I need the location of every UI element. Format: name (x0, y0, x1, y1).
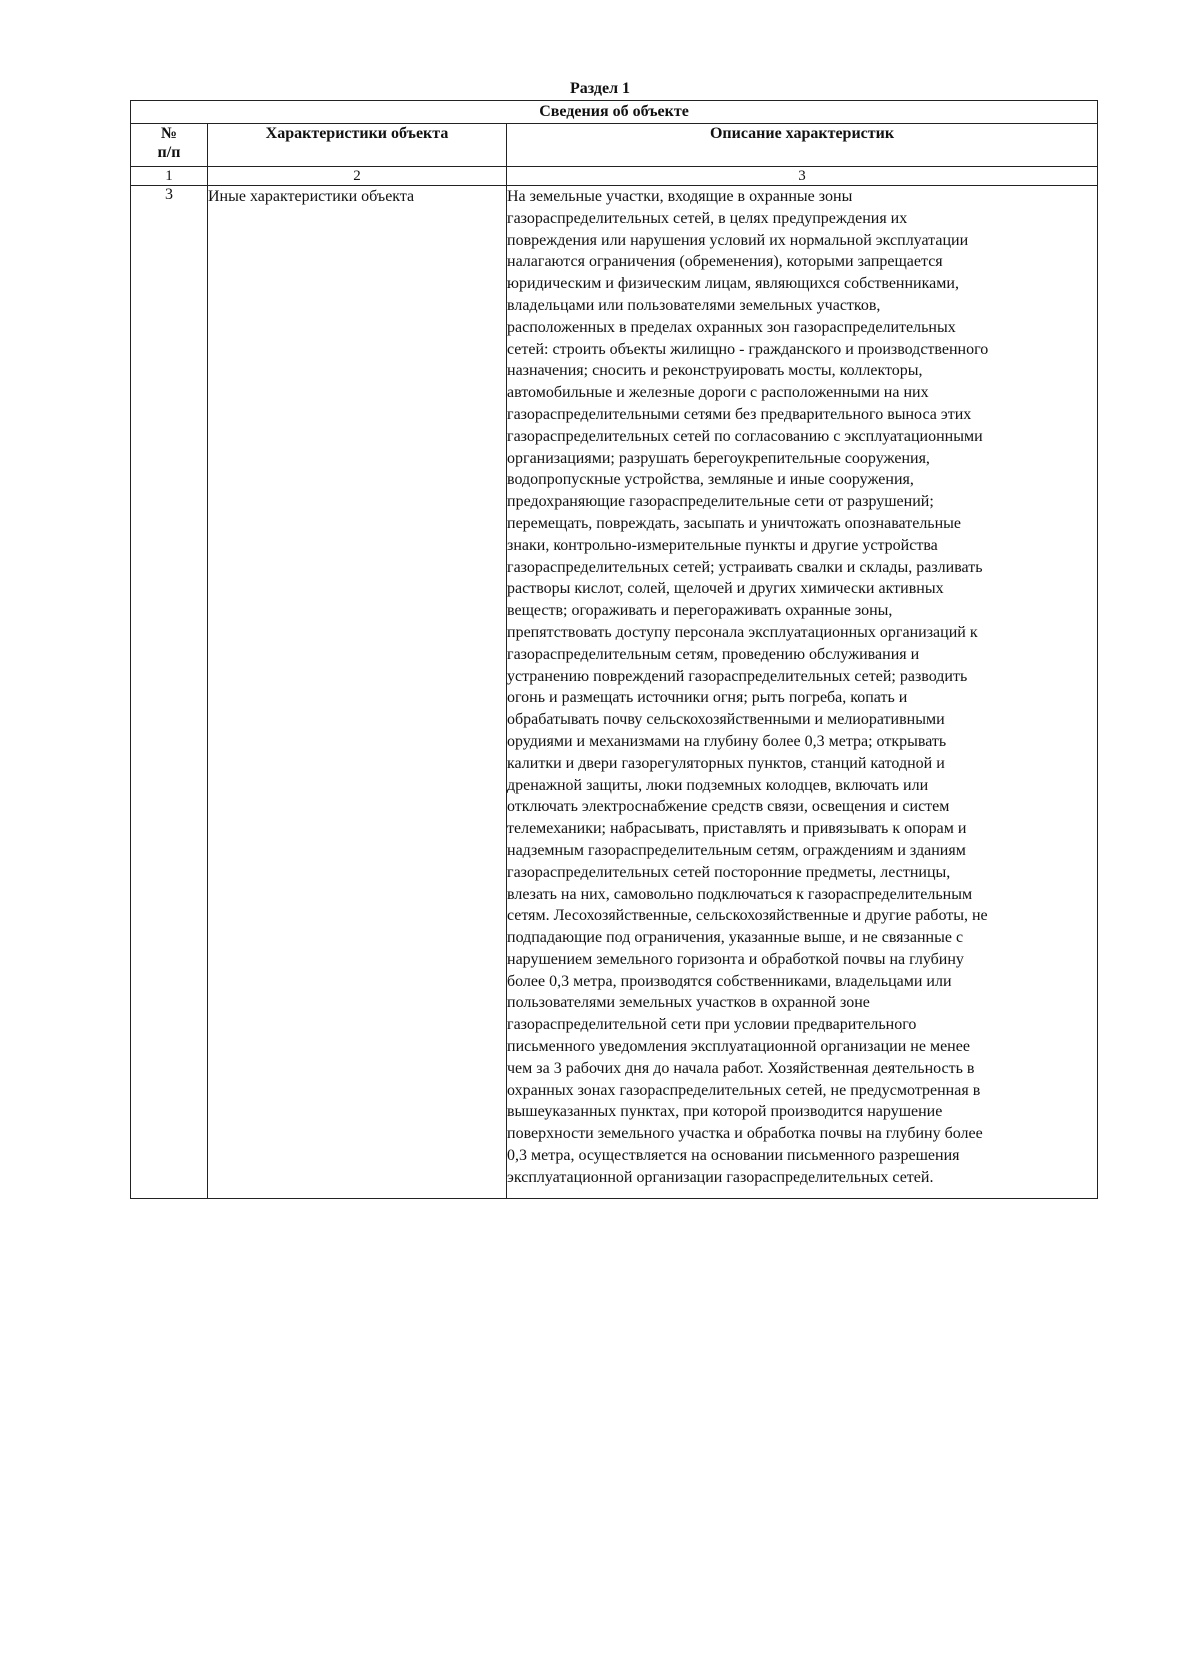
description-line: дренажной защиты, люки подземных колодцев, включать или (507, 776, 929, 794)
description-line: владельцами или пользователями земельных участков, (507, 296, 881, 314)
column-number-3: 3 (507, 167, 1098, 186)
description-line: повреждения или нарушения условий их нормальной эксплуатации (507, 231, 969, 249)
column-number-1: 1 (131, 167, 208, 186)
description-line: эксплуатационной организации газораспределительных сетей. (507, 1168, 934, 1186)
header-characteristics: Характеристики объекта (208, 124, 507, 167)
description-line: более 0,3 метра, производятся собственниками, владельцами или (507, 972, 952, 990)
column-number-2: 2 (208, 167, 507, 186)
row-characteristic: Иные характеристики объекта (208, 186, 507, 1199)
description-line: подпадающие под ограничения, указанные выше, и не связанные с (507, 929, 964, 947)
description-line: орудиями и механизмами на глубину более 0,3 метра; открывать (507, 732, 947, 750)
description-line: газораспределительных сетей посторонние предметы, лестницы, (507, 863, 951, 881)
description-line: пользователями земельных участков в охранной зоне (507, 994, 870, 1012)
description-line: надземным газораспределительным сетям, ограждениям и зданиям (507, 841, 966, 859)
description-line: водопропускные устройства, земляные и иные сооружения, (507, 471, 914, 489)
header-description: Описание характеристик (507, 124, 1098, 167)
header-num: № п/п (131, 124, 208, 167)
description-line: назначения; сносить и реконструировать мосты, коллекторы, (507, 362, 923, 380)
description-line: организациями; разрушать берегоукрепительные сооружения, (507, 449, 930, 467)
table-caption: Сведения об объекте (131, 101, 1098, 124)
table-caption-row (131, 101, 1098, 124)
description-line: юридическим и физическим лицам, являющихся собственниками, (507, 275, 959, 293)
description-line: огонь и размещать источники огня; рыть погреба, копать и (507, 689, 908, 707)
description-line: препятствовать доступу персонала эксплуатационных организаций к (507, 623, 978, 641)
description-line: телемеханики; набрасывать, приставлять и привязывать к опорам и (507, 820, 967, 838)
object-info-table (130, 100, 1098, 1199)
description-line: автомобильные и железные дороги с расположенными на них (507, 384, 929, 402)
description-line: налагаются ограничения (обременения), которыми запрещается (507, 253, 943, 271)
row-number: 3 (131, 186, 208, 1199)
description-line: газораспределительным сетям, проведению обслуживания и (507, 645, 920, 663)
description-line: На земельные участки, входящие в охранные зоны (507, 188, 853, 205)
description-line: чем за 3 рабочих дня до начала работ. Хозяйственная деятельность в (507, 1059, 975, 1077)
description-line: обрабатывать почву сельскохозяйственными и мелиоративными (507, 711, 945, 729)
description-line: сетям. Лесохозяйственные, сельскохозяйственные и другие работы, не (507, 907, 988, 925)
description-line: газораспределительной сети при условии предварительного (507, 1016, 917, 1034)
description-line: устранению повреждений газораспределительных сетей; разводить (507, 667, 968, 685)
section-title: Раздел 1 (569, 80, 631, 97)
description-line: 0,3 метра, осуществляется на основании письменного разрешения (507, 1147, 960, 1165)
description-line: газораспределительных сетей; устраивать свалки и склады, разливать (507, 558, 983, 576)
description-line: газораспределительных сетей по согласованию с эксплуатационными (507, 427, 983, 445)
table-row (131, 186, 1098, 1199)
description-line: газораспределительными сетями без предварительного выноса этих (507, 405, 972, 423)
description-line: поверхности земельного участка и обработка почвы на глубину более (507, 1125, 983, 1143)
description-line: газораспределительных сетей, в целях предупреждения их (507, 209, 908, 227)
row-description (507, 186, 1098, 1199)
description-line: предохраняющие газораспределительные сети от разрушений; (507, 493, 934, 511)
description-line: письменного уведомления эксплуатационной организации не менее (507, 1038, 970, 1056)
column-numbers-row (131, 167, 1098, 186)
description-line: растворы кислот, солей, щелочей и других химически активных (507, 580, 944, 598)
description-line: перемещать, повреждать, засыпать и уничтожать опознавательные (507, 514, 962, 532)
description-line: влезать на них, самовольно подключаться к газораспределительным (507, 885, 973, 903)
description-line: сетей: строить объекты жилищно - гражданского и производственного (507, 340, 989, 358)
description-line: охранных зонах газораспределительных сетей, не предусмотренная в (507, 1081, 981, 1099)
description-line: расположенных в пределах охранных зон газораспределительных (507, 318, 956, 336)
description-line: веществ; огораживать и перегораживать охранные зоны, (507, 602, 893, 620)
description-line: отключать электроснабжение средств связи, освещения и систем (507, 798, 950, 816)
description-line: калитки и двери газорегуляторных пунктов, станций катодной и (507, 754, 945, 772)
description-line: знаки, контрольно-измерительные пункты и другие устройства (507, 536, 938, 554)
table-header-row (131, 124, 1098, 167)
description-line: нарушением земельного горизонта и обработкой почвы на глубину (507, 950, 964, 968)
description-line: вышеуказанных пунктах, при которой производится нарушение (507, 1103, 943, 1121)
